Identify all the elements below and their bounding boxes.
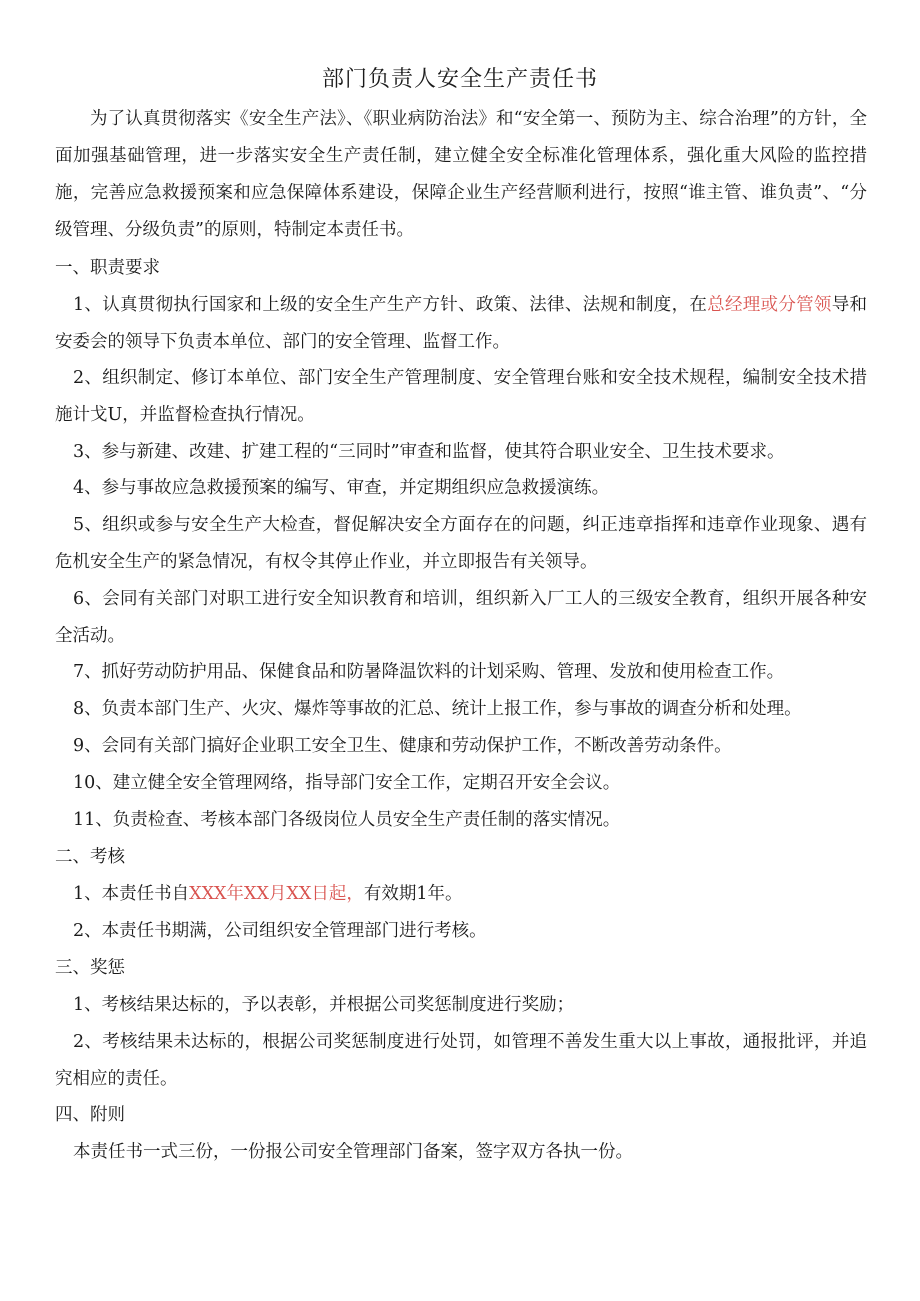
- intro-paragraph: 为了认真贯彻落实《安全生产法》、《职业病防治法》和“安全第一、预防为主、综合治理”的方针，全面加强基础管理，进一步落实安全生产责任制，建立健全安全标准化管理体系，强化重大风险的监控措施，完善应急救援预案和应急保障体系建设，保障企业生产经营顺利进行，按照“谁主管、谁负责”、“分级管理、分级负责”的原则，特制定本责任书。: [55, 109, 867, 240]
- section3-item-2: 2、考核结果未达标的，根据公司奖惩制度进行处罚，如管理不善发生重大以上事故，通报批评，并追究相应的责任。: [55, 1032, 867, 1089]
- section2-item-1: [73, 876, 463, 913]
- section1-item-11: 11、负责检查、考核本部门各级岗位人员安全生产责任制的落实情况。: [73, 810, 621, 830]
- section3-heading: 三、奖惩: [55, 958, 125, 978]
- section1-item-3: 3、参与新建、改建、扩建工程的“三同时”审查和监督，使其符合职业安全、卫生技术要求。: [73, 442, 785, 462]
- section1-item-1: [55, 287, 867, 361]
- section1-item-7: 7、抓好劳动防护用品、保健食品和防暑降温饮料的计划采购、管理、发放和使用检查工作。: [73, 662, 785, 682]
- document-title: 部门负责人安全生产责任书: [321, 67, 598, 92]
- section1-item-1-text: 1、认真贯彻执行国家和上级的安全生产生产方针、政策、法律、法规和制度，在: [73, 295, 708, 315]
- section2-item-1-date: XXX年XX月XX日起，: [189, 884, 364, 904]
- section2-item-1-text-cont: 有效期1年。: [363, 884, 463, 904]
- section1-heading: 一、职责要求: [55, 258, 160, 278]
- section1-item-10: 10、建立健全安全管理网络，指导部门安全工作，定期召开安全会议。: [73, 773, 621, 793]
- section1-item-5: 5、组织或参与安全生产大检查，督促解决安全方面存在的问题，纠正违章指挥和违章作业现象、遇有危机安全生产的紧急情况，有权令其停止作业，并立即报告有关领导。: [55, 515, 867, 572]
- section1-item-1-highlight: 总经理或分管领: [707, 295, 832, 315]
- section4-heading: 四、附则: [55, 1105, 125, 1125]
- section2-heading: 二、考核: [55, 847, 125, 867]
- section1-item-4: 4、参与事故应急救援预案的编写、审查，并定期组织应急救援演练。: [73, 478, 610, 498]
- section1-item-8: 8、负责本部门生产、火灾、爆炸等事故的汇总、统计上报工作，参与事故的调查分析和处理。: [73, 699, 802, 719]
- section1-item-1-text-cont: 导和安委会的领导下负责本单位、部门的安全管理、监督工作。: [55, 295, 867, 352]
- section4-text: 本责任书一式三份，一份报公司安全管理部门备案，签字双方各执一份。: [73, 1142, 633, 1162]
- section3-item-1: 1、考核结果达标的，予以表彰，并根据公司奖惩制度进行奖励；: [73, 995, 575, 1015]
- section2-item-1-text: 1、本责任书自: [73, 884, 190, 904]
- section1-item-6: 6、会同有关部门对职工进行安全知识教育和培训，组织新入厂工人的三级安全教育，组织开展各种安全活动。: [55, 589, 867, 646]
- section1-item-2: 2、组织制定、修订本单位、部门安全生产管理制度、安全管理台账和安全技术规程，编制安全技术措施计戈U，并监督检查执行情况。: [55, 368, 867, 425]
- section1-item-9: 9、会同有关部门搞好企业职工安全卫生、健康和劳动保护工作，不断改善劳动条件。: [73, 736, 732, 756]
- section2-item-2: 2、本责任书期满，公司组织安全管理部门进行考核。: [73, 921, 487, 941]
